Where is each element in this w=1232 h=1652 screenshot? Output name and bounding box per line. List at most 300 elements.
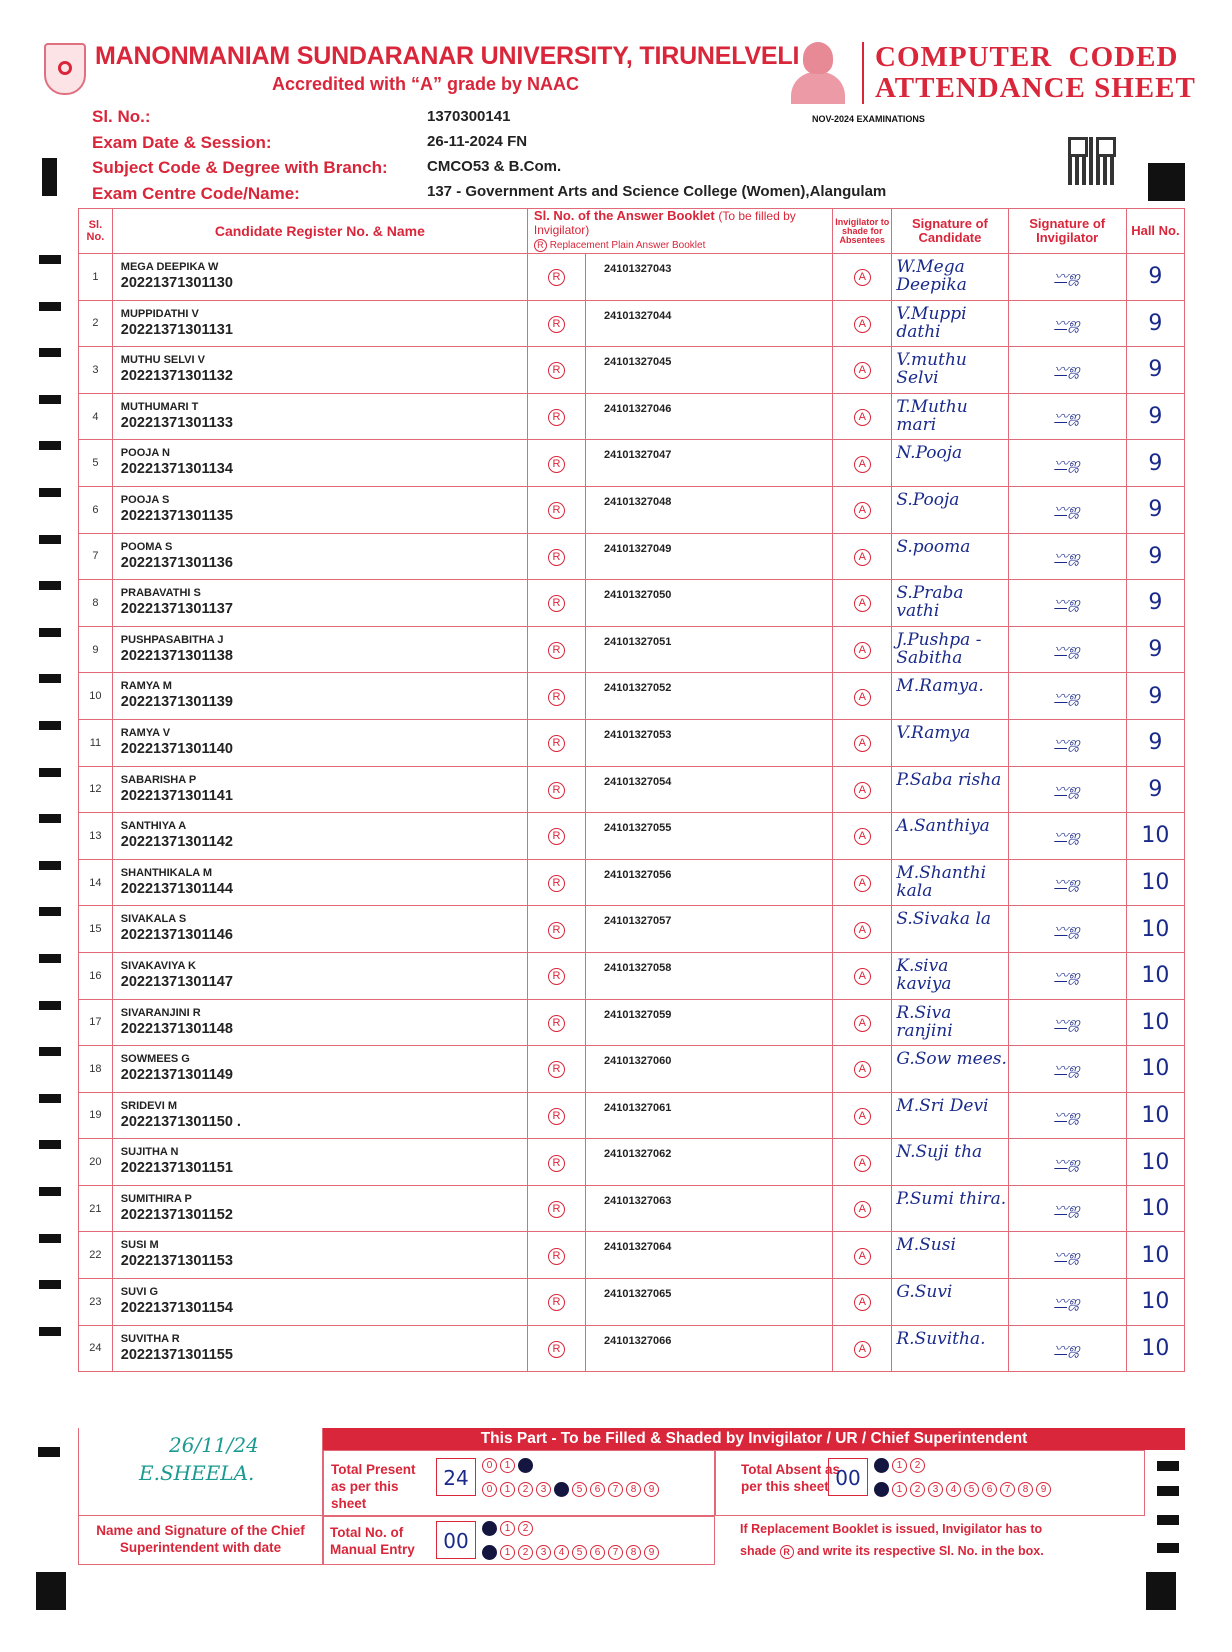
digit-bubble-0[interactable] [482, 1521, 497, 1536]
invigilator-signature[interactable] [1008, 859, 1126, 906]
digit-bubble-2[interactable]: 2 [518, 1521, 533, 1536]
table-row [79, 719, 1185, 766]
digit-bubble-7[interactable]: 7 [608, 1482, 623, 1497]
row-absent-cell[interactable] [833, 1279, 892, 1326]
row-absent-cell[interactable] [833, 580, 892, 627]
invigilator-signature[interactable] [1008, 1232, 1126, 1279]
booklet-number[interactable]: 24101327058 [586, 952, 833, 999]
candidate-signature[interactable]: J.Pushpa -Sabitha [892, 626, 1008, 673]
row-replacement-cell[interactable] [527, 1232, 585, 1279]
absent-bubble[interactable]: A [854, 1015, 871, 1032]
hall-number[interactable]: 10 [1126, 1325, 1184, 1372]
invigilator-signature[interactable] [1008, 1139, 1126, 1186]
invigilator-signature-mark: 〰ஜ [1054, 595, 1081, 612]
candidate-signature[interactable]: S.Sivaka la [892, 906, 1008, 953]
row-replacement-cell[interactable] [527, 393, 585, 440]
row-absent-cell[interactable] [833, 952, 892, 999]
digit-bubble-6[interactable]: 6 [590, 1482, 605, 1497]
row-replacement-cell[interactable] [527, 1325, 585, 1372]
absent-bubble[interactable]: A [854, 269, 871, 286]
register-number: 20221371301147 [120, 973, 233, 990]
absent-bubble[interactable]: A [854, 922, 871, 939]
digit-bubble-4[interactable]: 4 [946, 1482, 961, 1497]
absent-bubble[interactable]: A [854, 828, 871, 845]
header-booklet-note: (To be filled by Invigilator) [533, 209, 796, 237]
booklet-number[interactable]: 24101327045 [586, 347, 833, 394]
digit-bubble-9[interactable]: 9 [1036, 1482, 1051, 1497]
hall-number[interactable]: 9 [1126, 580, 1184, 627]
row-replacement-cell[interactable] [527, 254, 585, 301]
absent-bubble[interactable]: A [854, 1341, 871, 1358]
candidate-name: MEGA DEEPIKA W [120, 261, 219, 273]
register-number: 20221371301154 [120, 1300, 233, 1317]
digit-bubble-6[interactable]: 6 [982, 1482, 997, 1497]
invigilator-signature-mark: 〰ஜ [1054, 1154, 1081, 1171]
absent-bubble[interactable]: A [854, 1201, 871, 1218]
candidate-signature[interactable]: M.Ramya. [892, 673, 1008, 720]
absent-bubble[interactable]: A [854, 409, 871, 426]
booklet-number[interactable]: 24101327053 [586, 719, 833, 766]
booklet-number[interactable]: 24101327057 [586, 906, 833, 953]
invigilator-signature[interactable] [1008, 719, 1126, 766]
digit-bubble-6[interactable]: 6 [590, 1545, 605, 1560]
row-sl-no [79, 1185, 113, 1232]
invigilator-signature-mark: 〰ஜ [1054, 1014, 1081, 1031]
register-number: 20221371301151 [120, 1160, 233, 1177]
booklet-number[interactable]: 24101327043 [586, 254, 833, 301]
candidate-signature[interactable]: S.Praba vathi [892, 580, 1008, 627]
booklet-number[interactable]: 24101327049 [586, 533, 833, 580]
row-absent-cell[interactable] [833, 1325, 892, 1372]
row-replacement-cell[interactable] [527, 999, 585, 1046]
absent-bubble[interactable]: A [854, 689, 871, 706]
booklet-number[interactable]: 24101327064 [586, 1232, 833, 1279]
digit-bubble-1[interactable]: 1 [500, 1458, 515, 1473]
booklet-number[interactable]: 24101327059 [586, 999, 833, 1046]
row-absent-cell[interactable] [833, 440, 892, 487]
candidate-signature[interactable]: S.pooma [892, 533, 1008, 580]
digit-bubble-4[interactable]: 4 [554, 1545, 569, 1560]
absent-bubble[interactable]: A [854, 316, 871, 333]
digit-bubble-5[interactable]: 5 [964, 1482, 979, 1497]
row-sl-text: 2 [92, 317, 99, 330]
candidate-signature[interactable]: G.Sow mees. [892, 1046, 1008, 1093]
invigilator-signature[interactable] [1008, 393, 1126, 440]
row-replacement-cell[interactable] [527, 626, 585, 673]
digit-bubble-3[interactable]: 3 [536, 1482, 551, 1497]
candidate-signature[interactable]: P.Saba risha [892, 766, 1008, 813]
replacement-bubble[interactable]: R [548, 1015, 565, 1032]
booklet-number[interactable]: 24101327046 [586, 393, 833, 440]
digit-bubble-2[interactable]: 2 [910, 1458, 925, 1473]
invigilator-signature-mark: 〰ஜ [1054, 1107, 1081, 1124]
digit-bubble-8[interactable]: 8 [626, 1482, 641, 1497]
row-sl-no [79, 813, 113, 860]
table-row [79, 486, 1185, 533]
row-sl-text: 19 [89, 1109, 102, 1122]
invigilator-signature[interactable] [1008, 626, 1126, 673]
chief-signature[interactable] [139, 1434, 259, 1484]
digit-bubble-3[interactable]: 3 [536, 1545, 551, 1560]
hall-number[interactable]: 9 [1126, 254, 1184, 301]
register-number: 20221371301130 [120, 275, 233, 291]
invigilator-signature-mark: 〰ஜ [1054, 968, 1081, 985]
booklet-number[interactable]: 24101327060 [586, 1046, 833, 1093]
hall-number[interactable]: 9 [1126, 300, 1184, 347]
hall-number[interactable]: 10 [1126, 906, 1184, 953]
replacement-bubble[interactable]: R [548, 1294, 565, 1311]
invigilator-signature[interactable] [1008, 1185, 1126, 1232]
replacement-bubble[interactable]: R [548, 1108, 565, 1125]
replacement-bubble[interactable]: R [548, 269, 565, 286]
replacement-bubble[interactable]: R [548, 689, 565, 706]
invigilator-signature[interactable] [1008, 580, 1126, 627]
replacement-bubble[interactable]: R [548, 502, 565, 519]
booklet-number[interactable]: 24101327048 [586, 486, 833, 533]
row-replacement-cell[interactable] [527, 813, 585, 860]
hall-number[interactable]: 9 [1126, 440, 1184, 487]
row-candidate [112, 393, 527, 440]
invigilator-signature[interactable] [1008, 813, 1126, 860]
absent-bubble[interactable]: A [854, 1155, 871, 1172]
replacement-bubble[interactable]: R [548, 362, 565, 379]
row-candidate [112, 1325, 527, 1372]
row-replacement-cell[interactable] [527, 1092, 585, 1139]
candidate-signature[interactable]: R.Siva ranjini [892, 999, 1008, 1046]
hall-number[interactable]: 10 [1126, 999, 1184, 1046]
candidate-signature[interactable]: M.Shanthi kala [892, 859, 1008, 906]
row-candidate [112, 1046, 527, 1093]
row-absent-cell[interactable] [833, 1092, 892, 1139]
candidate-signature[interactable]: R.Suvitha. [892, 1325, 1008, 1372]
hall-number[interactable]: 9 [1126, 673, 1184, 720]
replacement-bubble[interactable]: R [548, 1248, 565, 1265]
row-replacement-cell[interactable] [527, 859, 585, 906]
header-sl-no: Sl. No. [79, 209, 113, 254]
hall-number[interactable]: 10 [1126, 1279, 1184, 1326]
hall-number[interactable]: 10 [1126, 1046, 1184, 1093]
digit-bubble-9[interactable]: 9 [644, 1482, 659, 1497]
row-replacement-cell[interactable] [527, 580, 585, 627]
footer-banner: This Part - To be Filled & Shaded by Invigilator / UR / Chief Superintendent [323, 1428, 1185, 1450]
digit-bubble-2[interactable]: 2 [518, 1545, 533, 1560]
row-sl-text: 3 [92, 363, 99, 376]
candidate-signature[interactable]: V.Muppi dathi [892, 300, 1008, 347]
candidate-signature[interactable]: G.Suvi [892, 1279, 1008, 1326]
timing-mark [39, 1187, 61, 1196]
digit-bubble-1[interactable]: 1 [500, 1545, 515, 1560]
row-absent-cell[interactable] [833, 486, 892, 533]
candidate-signature[interactable]: K.siva kaviya [892, 952, 1008, 999]
candidate-signature[interactable]: A.Santhiya [892, 813, 1008, 860]
candidate-signature[interactable]: S.Pooja [892, 486, 1008, 533]
candidate-signature[interactable]: N.Suji tha [892, 1139, 1008, 1186]
invigilator-signature[interactable] [1008, 1046, 1126, 1093]
absent-bubble[interactable]: A [854, 549, 871, 566]
present-tens-bubbles [482, 1458, 533, 1473]
digit-bubble-4[interactable] [554, 1482, 569, 1497]
hall-number[interactable]: 10 [1126, 1232, 1184, 1279]
absent-bubble[interactable]: A [854, 1108, 871, 1125]
row-candidate [112, 440, 527, 487]
digit-bubble-1[interactable]: 1 [500, 1521, 515, 1536]
timing-mark [38, 1447, 60, 1457]
candidate-signature[interactable]: M.Susi [892, 1232, 1008, 1279]
header-booklet-sub [534, 239, 832, 253]
digit-bubble-1[interactable]: 1 [892, 1458, 907, 1473]
invigilator-signature-mark: 〰ஜ [1054, 1061, 1081, 1078]
replacement-bubble[interactable]: R [548, 735, 565, 752]
invigilator-signature[interactable] [1008, 906, 1126, 953]
invigilator-signature-mark: 〰ஜ [1054, 1201, 1081, 1218]
hall-number[interactable]: 10 [1126, 813, 1184, 860]
hall-number[interactable]: 9 [1126, 347, 1184, 394]
digit-bubble-0[interactable] [874, 1458, 889, 1473]
replacement-bubble[interactable]: R [548, 782, 565, 799]
booklet-number[interactable]: 24101327050 [586, 580, 833, 627]
hall-number[interactable]: 10 [1126, 1139, 1184, 1186]
row-replacement-cell[interactable] [527, 952, 585, 999]
replacement-bubble[interactable]: R [548, 828, 565, 845]
booklet-number[interactable]: 24101327054 [586, 766, 833, 813]
absent-bubble[interactable]: A [854, 1294, 871, 1311]
row-absent-cell[interactable] [833, 999, 892, 1046]
absent-bubble[interactable]: A [854, 875, 871, 892]
digit-bubble-7[interactable]: 7 [1000, 1482, 1015, 1497]
row-absent-cell[interactable] [833, 1232, 892, 1279]
digit-bubble-5[interactable]: 5 [572, 1482, 587, 1497]
hall-number[interactable]: 9 [1126, 766, 1184, 813]
booklet-number[interactable]: 24101327056 [586, 859, 833, 906]
table-row [79, 533, 1185, 580]
row-replacement-cell[interactable] [527, 347, 585, 394]
register-number: 20221371301153 [120, 1253, 233, 1270]
hall-number[interactable]: 10 [1126, 1092, 1184, 1139]
row-absent-cell[interactable] [833, 1185, 892, 1232]
row-absent-cell[interactable] [833, 300, 892, 347]
replacement-bubble[interactable]: R [548, 1201, 565, 1218]
digit-bubble-0[interactable] [874, 1482, 889, 1497]
digit-bubble-9[interactable]: 9 [644, 1545, 659, 1560]
replacement-bubble[interactable]: R [548, 316, 565, 333]
row-replacement-cell[interactable] [527, 1139, 585, 1186]
invigilator-signature[interactable] [1008, 999, 1126, 1046]
replacement-note-line1: If Replacement Booklet is issued, Invigilator has to [740, 1522, 1043, 1536]
row-absent-cell[interactable] [833, 254, 892, 301]
chief-superintendent-box [78, 1428, 323, 1565]
register-number: 20221371301134 [120, 461, 233, 478]
absent-bubble[interactable]: A [854, 1061, 871, 1078]
candidate-name: PUSHPASABITHA J [120, 633, 224, 646]
row-replacement-cell[interactable] [527, 486, 585, 533]
replacement-bubble[interactable]: R [548, 875, 565, 892]
row-absent-cell[interactable] [833, 626, 892, 673]
invigilator-signature-mark: 〰ஜ [1054, 688, 1081, 705]
candidate-signature[interactable]: V.muthu Selvi [892, 347, 1008, 394]
digit-bubble-1[interactable]: 1 [892, 1482, 907, 1497]
invigilator-signature[interactable] [1008, 1279, 1126, 1326]
digit-bubble-0[interactable] [482, 1545, 497, 1560]
row-replacement-cell[interactable] [527, 1046, 585, 1093]
row-replacement-cell[interactable] [527, 673, 585, 720]
invigilator-signature[interactable] [1008, 1325, 1126, 1372]
total-absent-value[interactable]: 00 [828, 1458, 868, 1496]
row-absent-cell[interactable] [833, 1139, 892, 1186]
row-sl-no [79, 347, 113, 394]
hall-number[interactable]: 9 [1126, 533, 1184, 580]
replacement-bubble[interactable]: R [548, 1061, 565, 1078]
timing-mark [39, 768, 61, 777]
row-absent-cell[interactable] [833, 393, 892, 440]
digit-bubble-1[interactable]: 1 [500, 1482, 515, 1497]
row-sl-no [79, 1232, 113, 1279]
absent-bubble[interactable]: A [854, 642, 871, 659]
digit-bubble-2[interactable]: 2 [518, 1482, 533, 1497]
absent-bubble[interactable]: A [854, 782, 871, 799]
candidate-signature[interactable]: W.Mega Deepika [892, 254, 1008, 301]
row-absent-cell[interactable] [833, 719, 892, 766]
exam-period: NOV-2024 EXAMINATIONS [812, 114, 925, 124]
hall-number[interactable]: 9 [1126, 626, 1184, 673]
row-sl-no [79, 440, 113, 487]
row-candidate [112, 1279, 527, 1326]
row-sl-text: 6 [92, 503, 99, 516]
invigilator-signature[interactable] [1008, 300, 1126, 347]
row-candidate [112, 254, 527, 301]
row-sl-text: 20 [89, 1156, 102, 1169]
row-absent-cell[interactable] [833, 673, 892, 720]
timing-mark [39, 814, 61, 823]
digit-bubble-5[interactable]: 5 [572, 1545, 587, 1560]
row-replacement-cell[interactable] [527, 533, 585, 580]
hall-number[interactable]: 9 [1126, 393, 1184, 440]
invigilator-signature[interactable] [1008, 766, 1126, 813]
absent-bubble[interactable]: A [854, 1248, 871, 1265]
row-absent-cell[interactable] [833, 533, 892, 580]
absent-bubble[interactable]: A [854, 502, 871, 519]
replacement-bubble[interactable]: R [548, 595, 565, 612]
booklet-number[interactable]: 24101327063 [586, 1185, 833, 1232]
invigilator-signature-mark: 〰ஜ [1054, 642, 1081, 659]
absent-bubble[interactable]: A [854, 595, 871, 612]
replacement-bubble[interactable]: R [548, 1155, 565, 1172]
booklet-number[interactable]: 24101327044 [586, 300, 833, 347]
digit-bubble-8[interactable]: 8 [626, 1545, 641, 1560]
booklet-number[interactable]: 24101327052 [586, 673, 833, 720]
row-sl-no [79, 254, 113, 301]
hall-number[interactable]: 9 [1126, 719, 1184, 766]
booklet-number[interactable]: 24101327066 [586, 1325, 833, 1372]
invigilator-signature[interactable] [1008, 673, 1126, 720]
timing-mark [39, 488, 61, 497]
candidate-signature[interactable]: T.Muthu mari [892, 393, 1008, 440]
invigilator-signature[interactable] [1008, 254, 1126, 301]
row-sl-text: 18 [89, 1062, 102, 1075]
invigilator-signature[interactable] [1008, 486, 1126, 533]
row-absent-cell[interactable] [833, 906, 892, 953]
absent-bubble[interactable]: A [854, 362, 871, 379]
digit-bubble-0[interactable]: 0 [482, 1482, 497, 1497]
invigilator-signature[interactable] [1008, 347, 1126, 394]
invigilator-signature-mark: 〰ஜ [1054, 781, 1081, 798]
candidate-signature[interactable]: N.Pooja [892, 440, 1008, 487]
row-replacement-cell[interactable] [527, 906, 585, 953]
replacement-bubble[interactable]: R [548, 922, 565, 939]
row-replacement-cell[interactable] [527, 300, 585, 347]
digit-bubble-0[interactable]: 0 [482, 1458, 497, 1473]
digit-bubble-7[interactable]: 7 [608, 1545, 623, 1560]
invigilator-signature[interactable] [1008, 440, 1126, 487]
invigilator-signature[interactable] [1008, 1092, 1126, 1139]
booklet-number[interactable]: 24101327061 [586, 1092, 833, 1139]
row-sl-no [79, 626, 113, 673]
manual-entry-value[interactable]: 00 [436, 1521, 476, 1559]
booklet-number[interactable]: 24101327051 [586, 626, 833, 673]
candidate-signature[interactable]: P.Sumi thira. [892, 1185, 1008, 1232]
register-number: 20221371301149 [120, 1067, 233, 1084]
row-replacement-cell[interactable] [527, 719, 585, 766]
digit-bubble-3[interactable]: 3 [928, 1482, 943, 1497]
booklet-number[interactable]: 24101327047 [586, 440, 833, 487]
timing-mark [39, 907, 61, 916]
digit-bubble-8[interactable]: 8 [1018, 1482, 1033, 1497]
hall-number[interactable]: 10 [1126, 859, 1184, 906]
row-absent-cell[interactable] [833, 347, 892, 394]
register-number: 20221371301139 [120, 694, 233, 711]
candidate-signature[interactable]: M.Sri Devi [892, 1092, 1008, 1139]
row-absent-cell[interactable] [833, 859, 892, 906]
row-replacement-cell[interactable] [527, 1185, 585, 1232]
booklet-number[interactable]: 24101327062 [586, 1139, 833, 1186]
invigilator-signature[interactable] [1008, 533, 1126, 580]
booklet-number[interactable]: 24101327065 [586, 1279, 833, 1326]
hall-number[interactable]: 9 [1126, 486, 1184, 533]
row-absent-cell[interactable] [833, 766, 892, 813]
total-present-value[interactable]: 24 [436, 1458, 476, 1496]
hall-number[interactable]: 10 [1126, 952, 1184, 999]
row-replacement-cell[interactable] [527, 1279, 585, 1326]
digit-bubble-2[interactable]: 2 [910, 1482, 925, 1497]
sl-no-label: Sl. No.: [92, 107, 151, 126]
candidate-name: RAMYA V [120, 726, 171, 739]
absent-bubble[interactable]: A [854, 735, 871, 752]
replacement-bubble[interactable]: R [548, 409, 565, 426]
register-number: 20221371301132 [120, 368, 233, 385]
register-number: 20221371301140 [120, 740, 233, 757]
absent-bubble[interactable]: A [854, 968, 871, 985]
booklet-number[interactable]: 24101327055 [586, 813, 833, 860]
row-replacement-cell[interactable] [527, 766, 585, 813]
replacement-bubble[interactable]: R [548, 1341, 565, 1358]
row-replacement-cell[interactable] [527, 440, 585, 487]
candidate-name: SANTHIYA A [120, 820, 187, 833]
sheet-title [875, 42, 1196, 104]
subject-label: Subject Code & Degree with Branch: [92, 158, 388, 177]
row-absent-cell[interactable] [833, 1046, 892, 1093]
replacement-bubble[interactable]: R [548, 456, 565, 473]
candidate-signature[interactable]: V.Ramya [892, 719, 1008, 766]
replacement-bubble[interactable]: R [548, 968, 565, 985]
invigilator-signature[interactable] [1008, 952, 1126, 999]
centre-value: 137 - Government Arts and Science College (Women),Alangulam [427, 183, 887, 200]
absent-bubble[interactable]: A [854, 456, 871, 473]
register-number: 20221371301138 [120, 647, 233, 664]
row-absent-cell[interactable] [833, 813, 892, 860]
digit-bubble-2[interactable] [518, 1458, 533, 1473]
replacement-bubble[interactable]: R [548, 642, 565, 659]
hall-number[interactable]: 10 [1126, 1185, 1184, 1232]
replacement-bubble[interactable]: R [548, 549, 565, 566]
